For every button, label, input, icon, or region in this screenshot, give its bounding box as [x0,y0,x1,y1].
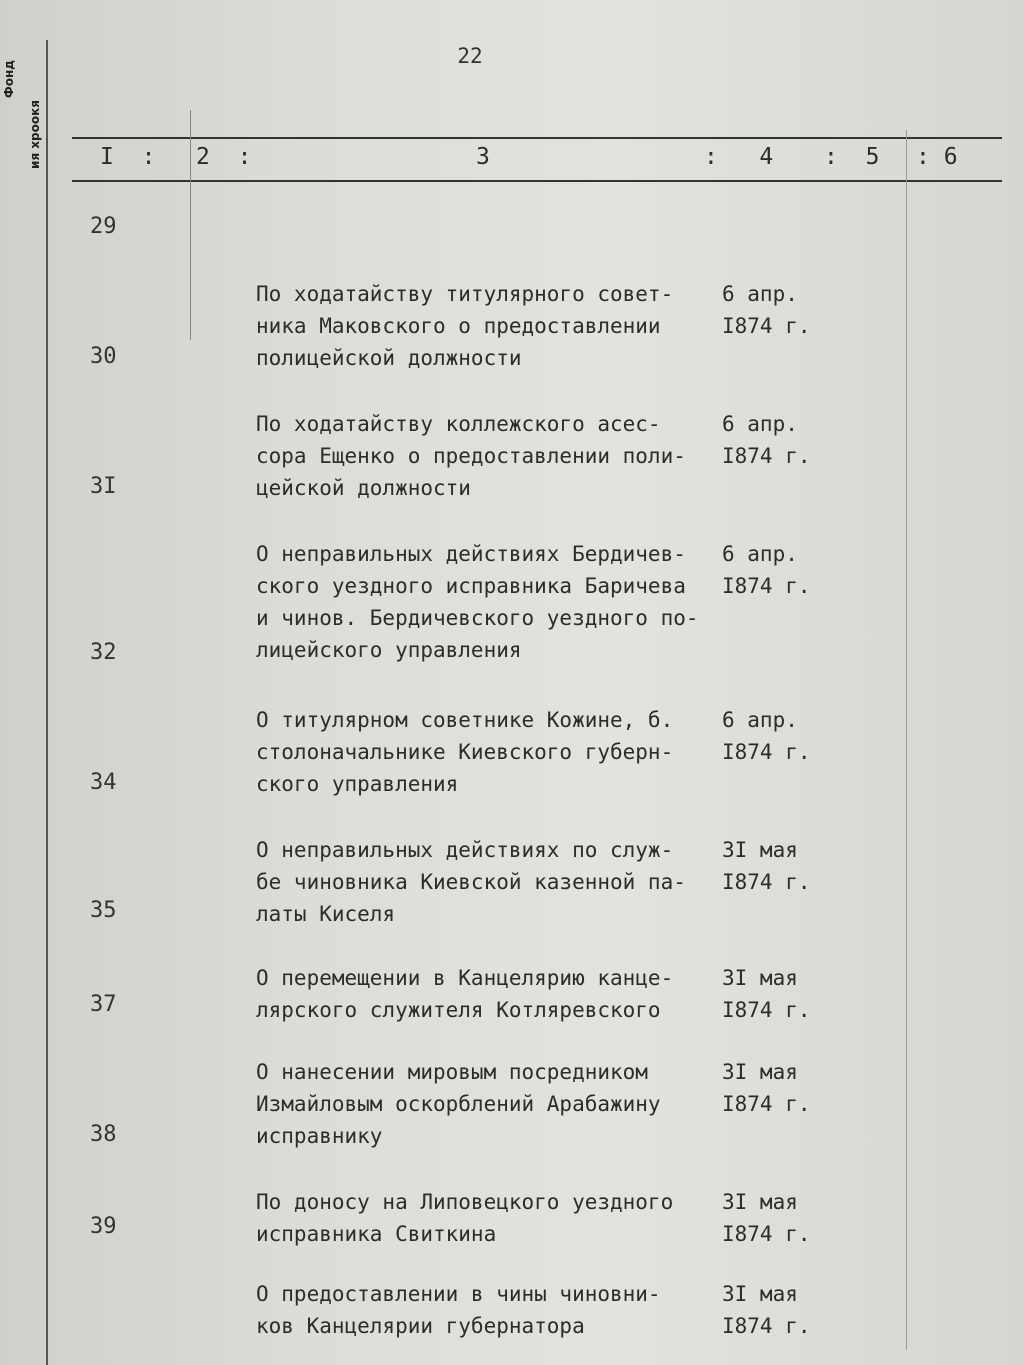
entry-number: 38 [90,1122,117,1147]
entry-date: 3I мая I874 г. [722,1190,811,1246]
column-header-5: : 5 [824,144,880,170]
header-bottom-rule [72,180,1002,182]
entry-number: 3I [90,474,117,499]
entry-number: 37 [90,992,117,1017]
entry-title: О перемещении в Канцелярию канце- лярского служителя Котляревского [256,966,674,1022]
entry-date: 6 апр. I874 г. [722,542,811,598]
column-divider [906,130,907,1350]
entry-date: 3I мая I874 г. [722,838,811,894]
column-header-2: 2 : [196,144,252,170]
entry-date: 3I мая I874 г. [722,966,811,1022]
entry-title: О нанесении мировым посредником Измайловым оскорблений Арабажину исправнику [256,1060,661,1148]
column-header-1: I : [100,144,156,170]
header-top-rule [72,137,1002,139]
entry-number: 34 [90,770,117,795]
entry-date: 3I мая I874 г. [722,1282,811,1338]
entry-title: О неправильных действиях по служ- бе чиновника Киевской казенной па- латы Киселя [256,838,686,926]
margin-label-fond: Фонд [2,60,16,99]
column-header-3: 3 [476,144,490,170]
entry-number: 39 [90,1214,117,1239]
entry-date: 3I мая I874 г. [722,1060,811,1116]
entry-title: По ходатайству коллежского асес- сора Ещенко о предоставлении поли- цейской должности [256,412,686,500]
column-header-4: : 4 [704,144,774,170]
entry-number: 35 [90,898,117,923]
entry-number: 32 [90,640,117,665]
entry-title: О титулярном советнике Кожине, б. столоначальнике Киевского губерн- ского управления [256,708,674,796]
entry-number: 30 [90,344,117,369]
entry-title: О неправильных действиях Бердичев- ского уездного исправника Баричева и чинов. Бердичевского уездного по- лицейского управления [256,542,699,662]
entry-date: 6 апр. I874 г. [722,282,811,338]
entry-title: По доносу на Липовецкого уездного исправника Свиткина [256,1190,674,1246]
page-number: 22 [457,44,483,68]
margin-label-side: ия хроокя [28,100,42,169]
entry-title: По ходатайству титулярного совет- ника Маковского о предоставлении полицейской должности [256,282,674,370]
column-header-6: : 6 [916,144,958,170]
entry-date: 6 апр. I874 г. [722,412,811,468]
entry-title: О предоставлении в чины чиновни- ков Канцелярии губернатора [256,1282,661,1338]
entry-date: 6 апр. I874 г. [722,708,811,764]
column-divider [190,110,191,340]
binding-margin [0,40,48,1365]
entry-number: 29 [90,214,117,239]
